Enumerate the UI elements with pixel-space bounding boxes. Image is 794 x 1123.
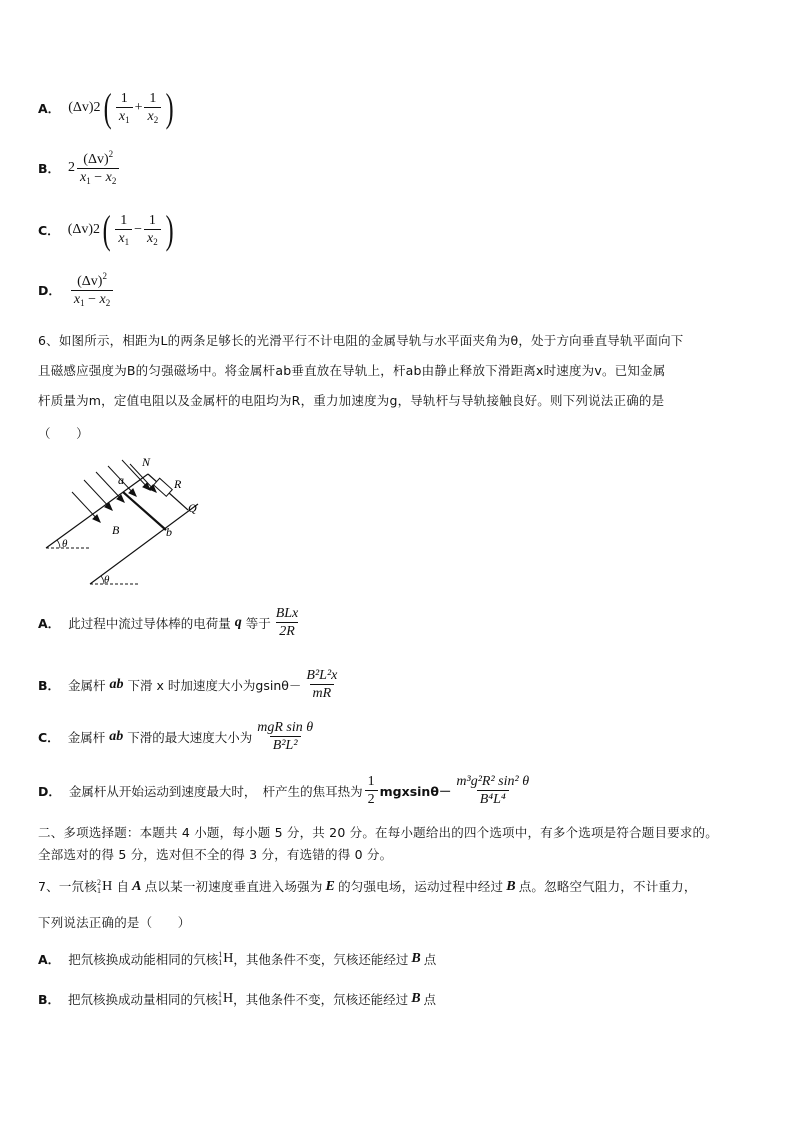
q7-stem: 7、一氘核 2 1 H 自 A 点以某一初速度垂直进入场强为 E 的匀强电场，运动过程中经过 B 点。忽略空气阻力，不计重力， 下列说法正确的是（ ）: [38, 872, 768, 938]
q6-line-3: 杆质量为m，定值电阻以及金属杆的电阻均为R，重力加速度为g，导轨杆与导轨接触良好。则下列说法正确的是: [38, 393, 665, 408]
fraction: $\frac{\text{mgR sin θ}}{\text{B²L²}}$: [257, 720, 314, 754]
q6-line-2: 且磁感应强度为B的匀强磁场中。将金属杆ab垂直放在导轨上，杆ab由静止释放下滑距离x时速度为v。已知金属: [38, 363, 666, 378]
label-R: R: [174, 477, 182, 491]
q7-option-b[interactable]: B． 把氘核换成动量相同的氕核 1 1 H ，其他条件不变，氘核还能经过 B 点: [38, 990, 437, 1007]
fraction: $\frac{(\Delta v)^2}{x_1 - x_2}$: [71, 272, 113, 309]
label-Q: Q: [188, 501, 197, 515]
fraction: $\frac{1}{x_1}$: [116, 91, 133, 126]
fraction: $\frac{1}{2}$: [365, 774, 378, 808]
q7-option-a[interactable]: A． 把氘核换成动能相同的氕核 1 1 H ，其他条件不变，氕核还能经过 B 点: [38, 950, 437, 967]
label-B: B: [112, 523, 120, 537]
protium-symbol: 1 1 H: [218, 950, 234, 967]
section-2-heading: 二、多项选择题：本题共 4 小题，每小题 5 分，共 20 分。在每小题给出的四个选项中，有多个选项是符合题目要求的。 全部选对的得 5 分，选对但不全的得 3 分，有选错的得 0 分。: [38, 825, 718, 862]
q6-option-d[interactable]: D． 金属杆从开始运动到速度最大时， 杆产生的焦耳热为 $\frac{1}{2}$ mgxsinθ－ $\frac{\text{m³g²R² sin² θ}}{\text{B⁴L⁴}}$: [38, 774, 534, 808]
q6-option-c[interactable]: C． 金属杆 ab 下滑的最大速度大小为 $\frac{\text{mgR sin θ}}{\text{B²L²}}$: [38, 720, 318, 754]
inclined-rails-diagram: [38, 452, 238, 592]
right-paren: ): [165, 85, 174, 130]
protium-symbol: 1 1 H: [218, 990, 234, 1007]
q5-option-d[interactable]: D． $\frac{(\Delta v)^2}{x_1 - x_2}$: [38, 272, 115, 309]
left-paren: (: [103, 85, 112, 130]
q5-option-a[interactable]: A． (Δv) 2 ( $\frac{1}{x_1}$ + $\frac{1}{x_2}$ ): [38, 85, 174, 130]
q5-option-b[interactable]: B． 2 $\frac{(\Delta v)^2}{x_1 - x_2}$: [38, 150, 121, 187]
fraction: $\frac{\text{B²L²x}}{mR}$: [306, 668, 338, 702]
fraction: $\frac{1}{x_2}$: [144, 213, 161, 248]
label-N: N: [142, 455, 151, 469]
fraction: $\frac{\text{m³g²R² sin² θ}}{\text{B⁴L⁴}}$: [456, 774, 530, 808]
q5-option-c[interactable]: C． (Δv) 2 ( $\frac{1}{x_1}$ − $\frac{1}{x_2}$ ): [38, 207, 174, 252]
label-b: b: [166, 525, 172, 539]
label-a: a: [118, 473, 124, 487]
right-paren: ): [165, 207, 174, 252]
q6-option-a[interactable]: A． 此过程中流过导体棒的电荷量 q 等于 $\frac{\text{BLx}}{2R}$: [38, 606, 303, 640]
fraction: $\frac{1}{x_1}$: [115, 213, 132, 248]
fraction: $\frac{(\Delta v)^2}{x_1 - x_2}$: [77, 150, 119, 187]
label-theta-1: θ: [62, 538, 68, 550]
label-theta-2: θ: [104, 574, 110, 586]
q6-option-b[interactable]: B． 金属杆 ab 下滑 x 时加速度大小为 gsinθ－ $\frac{\text{B²L²x}}{mR}$: [38, 668, 342, 702]
fraction: $\frac{1}{x_2}$: [144, 91, 161, 126]
deuteron-symbol: 2 1 H: [96, 878, 113, 895]
left-paren: (: [102, 207, 111, 252]
fraction: $\frac{\text{BLx}}{2R}$: [275, 606, 299, 640]
q6-line-1: 6、如图所示，相距为L的两条足够长的光滑平行不计电阻的金属导轨与水平面夹角为θ，处于方向垂直导轨平面向下: [38, 333, 684, 348]
q6-answer-bracket: （ ）: [38, 426, 89, 441]
q6-stem: [38, 326, 758, 449]
